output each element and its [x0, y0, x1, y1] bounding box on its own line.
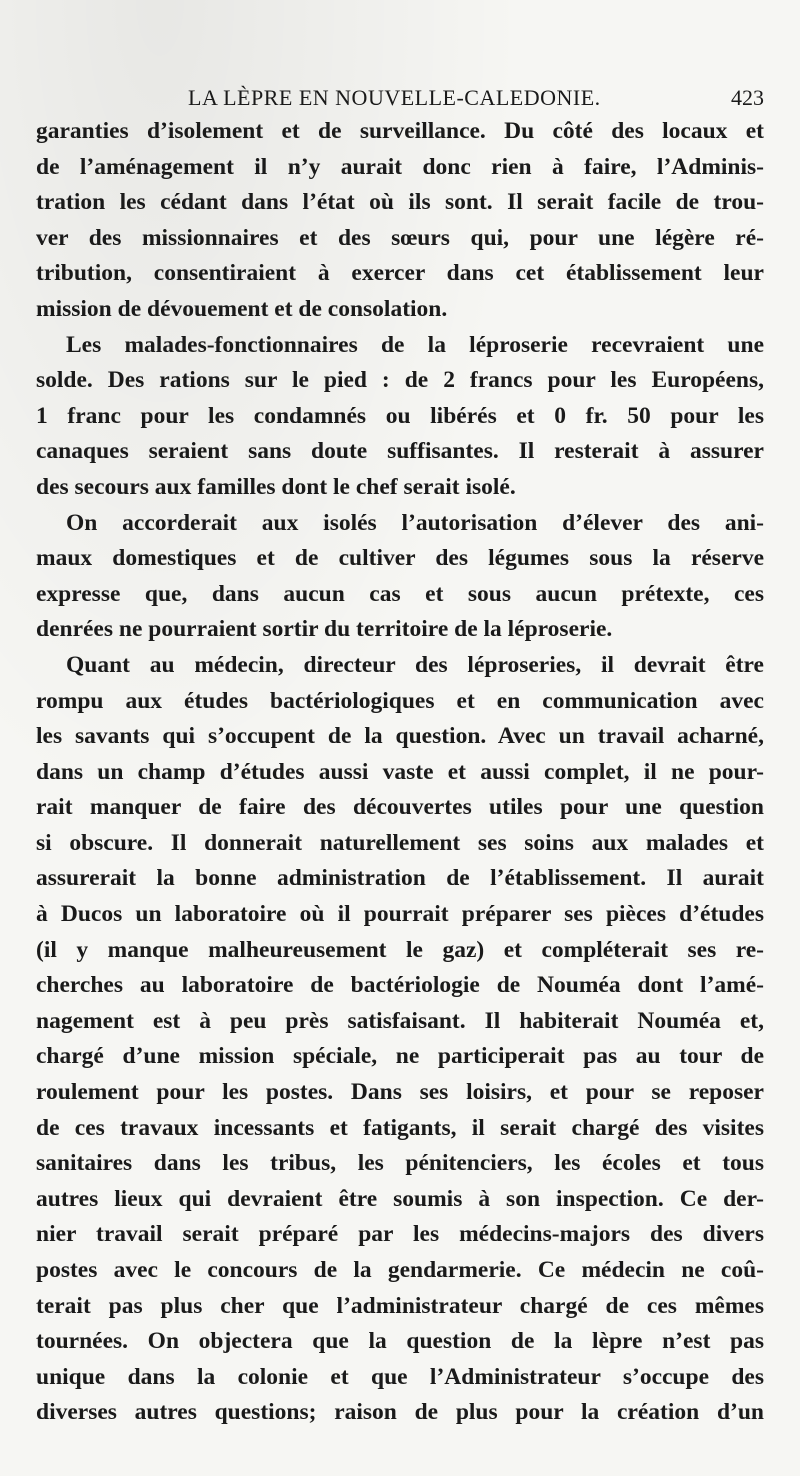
paragraph-start: Les malades-fonctionnaires de la léproserie recevraient une [66, 331, 764, 358]
text-line: denrées ne pourraient sortir du territoire de la léproserie. [36, 616, 613, 643]
text-line: rompu aux études bactériologiques et en communication avec [36, 687, 764, 714]
text-line: postes avec le concours de la gendarmerie. Ce médecin ne coû- [36, 1257, 764, 1283]
text-line: tration les cédant dans l’état où ils sont. Il serait facile de trou- [36, 189, 764, 216]
text-line: chargé d’une mission spéciale, ne participerait pas au tour de [36, 1043, 764, 1070]
page-header [36, 83, 764, 113]
text-line: cherches au laboratoire de bactériologie de Nouméa dont l’amé- [36, 972, 764, 999]
text-line: dans un champ d’études aussi vaste et aussi complet, il ne pour- [36, 758, 764, 785]
text-line: sanitaires dans les tribus, les pénitenciers, les écoles et tous [36, 1150, 764, 1177]
text-line: les savants qui s’occupent de la question. Avec un travail acharné, [36, 723, 764, 750]
text-line: 1 franc pour les condamnés ou libérés et 0 fr. 50 pour les [36, 402, 764, 429]
text-line: diverses autres questions; raison de plus pour la création d’un [36, 1399, 764, 1426]
paragraph-start: On accorderait aux isolés l’autorisation d’élever des ani- [66, 509, 764, 536]
text-line: mission de dévouement et de consolation. [36, 295, 448, 322]
text-line: canaques seraient sans doute suffisantes. Il resterait à assurer [36, 438, 764, 465]
text-line: ver des missionnaires et des sœurs qui, pour une légère ré- [36, 224, 764, 251]
running-title: LA LÈPRE EN NOUVELLE-CALEDONIE. [188, 85, 601, 110]
text-line: roulement pour les postes. Dans ses loisirs, et pour se reposer [36, 1079, 764, 1106]
text-line: nier travail serait préparé par les médecins-majors des divers [36, 1221, 764, 1248]
text-line: rait manquer de faire des découvertes utiles pour une question [36, 794, 764, 821]
body-text [36, 114, 764, 1431]
text-line: maux domestiques et de cultiver des légumes sous la réserve [36, 545, 764, 572]
text-line: solde. Des rations sur le pied : de 2 francs pour les Européens, [36, 367, 764, 394]
text-line: des secours aux familles dont le chef serait isolé. [36, 473, 516, 500]
text-line: (il y manque malheureusement le gaz) et compléterait ses re- [36, 936, 764, 963]
text-line: si obscure. Il donnerait naturellement ses soins aux malades et [36, 829, 764, 856]
text-line: terait pas plus cher que l’administrateur chargé de ces mêmes [36, 1292, 764, 1319]
text-line: tribution, consentiraient à exercer dans cet établissement leur [36, 260, 764, 287]
text-line: de ces travaux incessants et fatigants, il serait chargé des visites [36, 1114, 764, 1141]
page-number: 423 [731, 85, 764, 110]
text-line: nagement est à peu près satisfaisant. Il habiterait Nouméa et, [36, 1007, 764, 1034]
text-line: unique dans la colonie et que l’Administrateur s’occupe des [36, 1363, 764, 1390]
text-line: à Ducos un laboratoire où il pourrait préparer ses pièces d’études [36, 901, 764, 928]
paragraph-start: Quant au médecin, directeur des léproseries, il devrait être [66, 651, 764, 678]
text-line: tournées. On objectera que la question de la lèpre n’est pas [36, 1328, 764, 1355]
text-line: autres lieux qui devraient être soumis à son inspection. Ce der- [36, 1185, 764, 1212]
text-line: assurerait la bonne administration de l’établissement. Il aurait [36, 865, 764, 892]
text-line: expresse que, dans aucun cas et sous aucun prétexte, ces [36, 580, 764, 607]
text-line: de l’aménagement il n’y aurait donc rien à faire, l’Adminis- [36, 153, 764, 180]
text-line: garanties d’isolement et de surveillance. Du côté des locaux et [36, 118, 764, 144]
